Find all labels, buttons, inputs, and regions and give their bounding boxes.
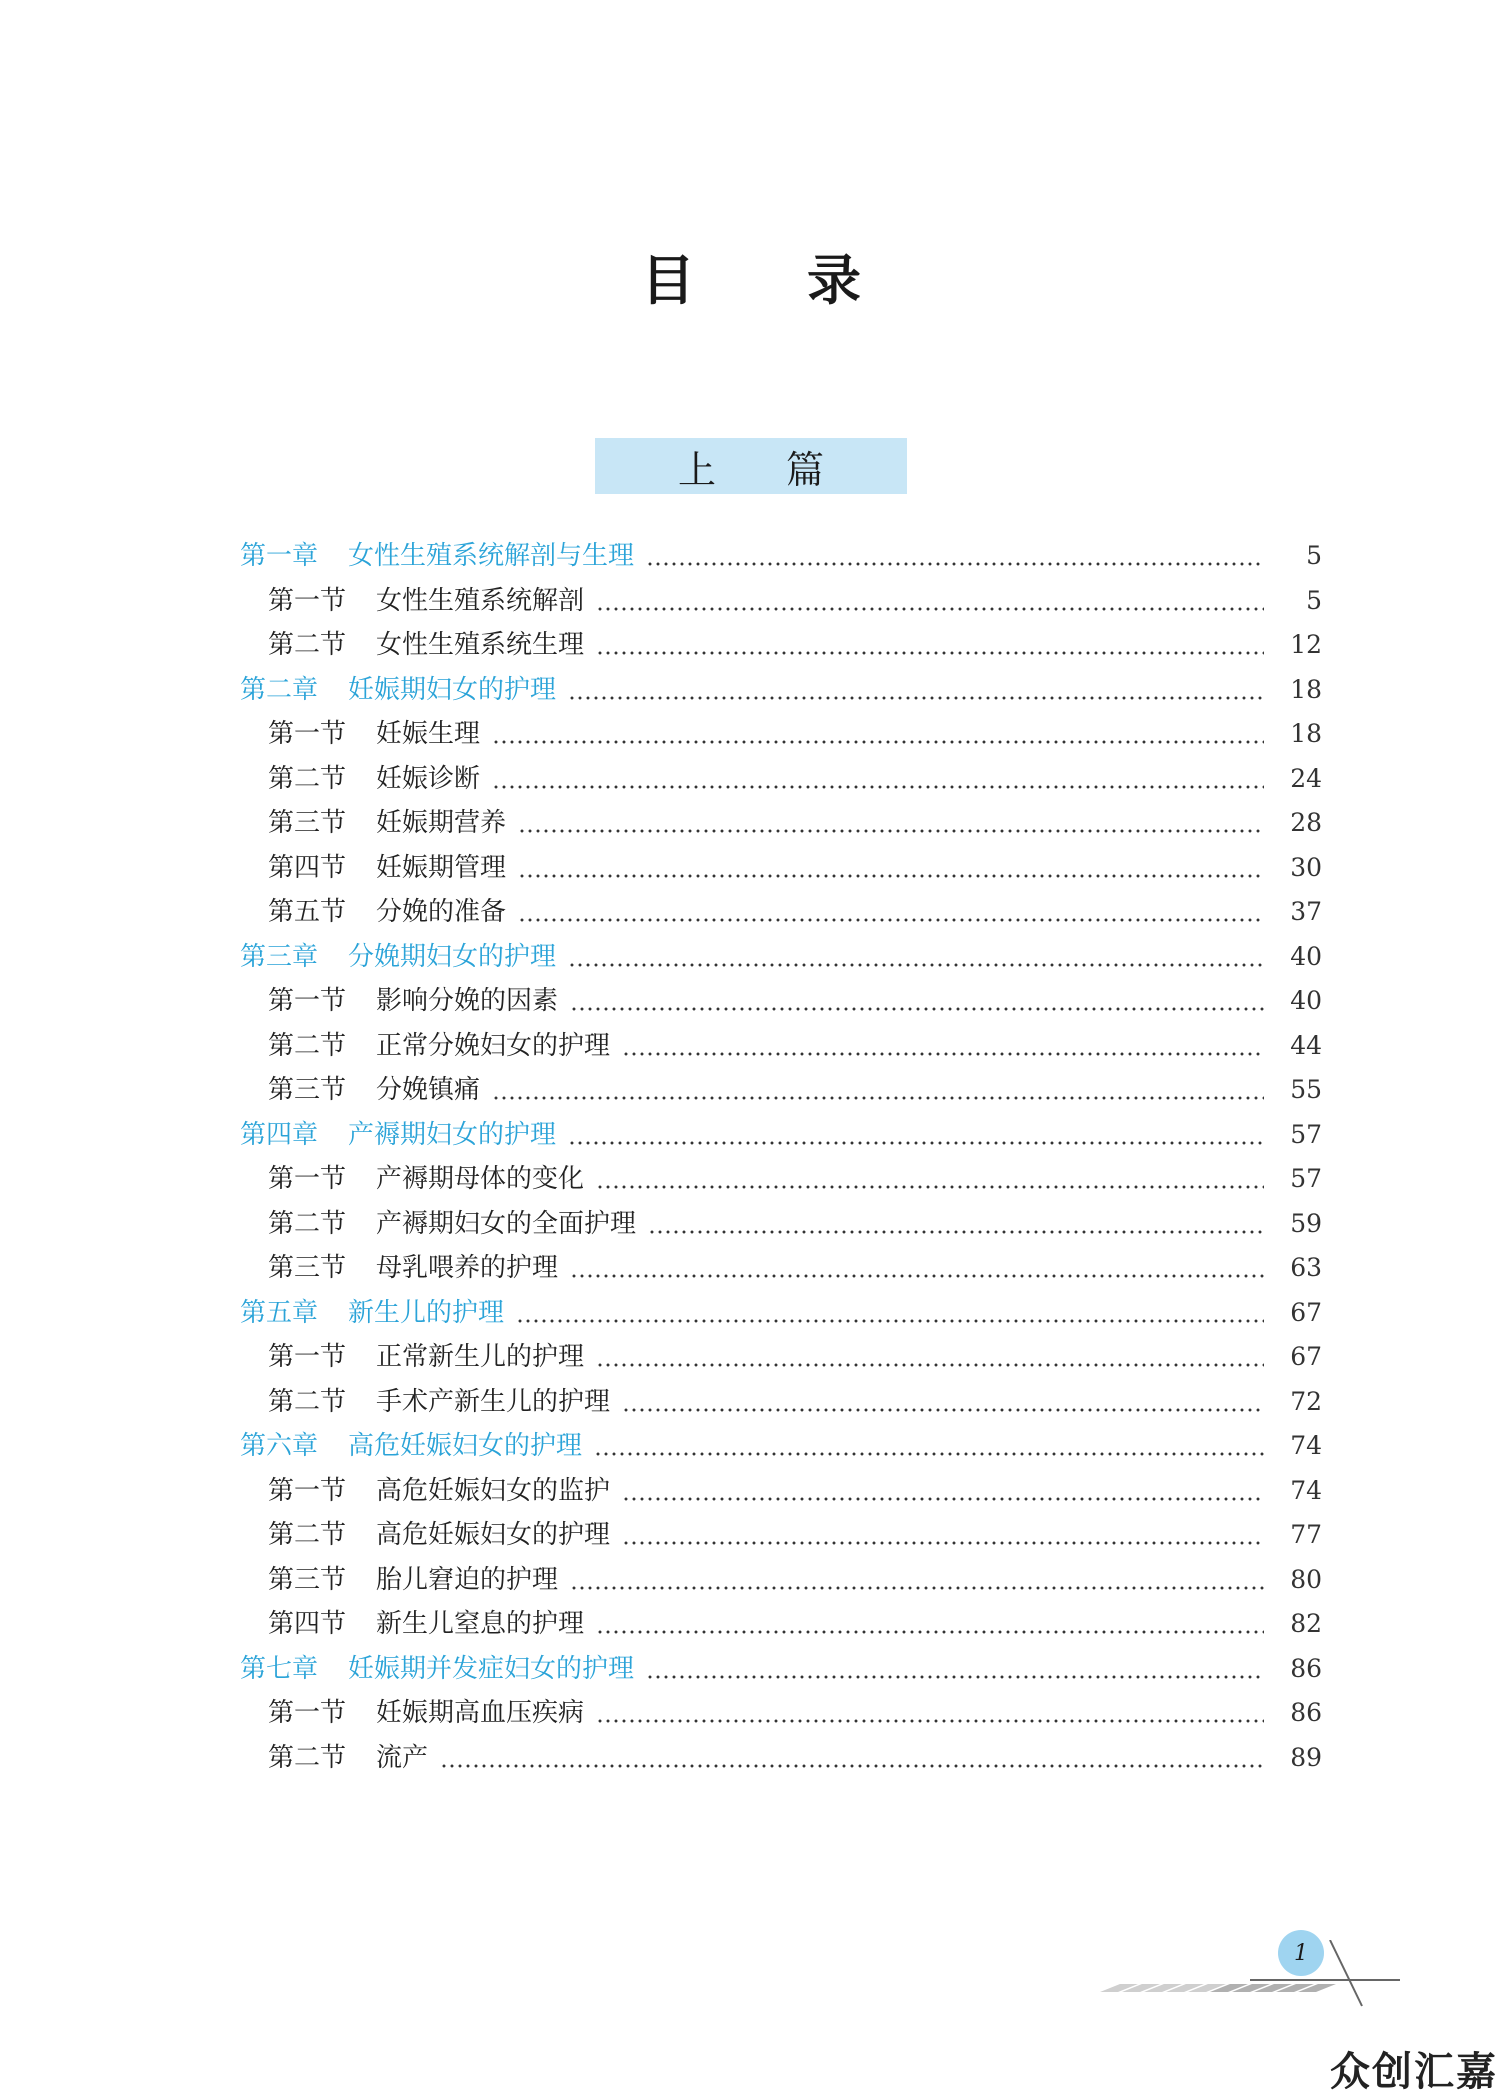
toc-number: 第二节 [268, 764, 347, 794]
toc-page-number: 12 [1290, 630, 1322, 659]
toc-page-number: 57 [1290, 1120, 1322, 1149]
toc-number: 第四节 [268, 1609, 347, 1639]
toc-title: 正常分娩妇女的护理 [376, 1031, 611, 1061]
toc-label [0, 1560, 558, 1600]
toc-leader-dots [622, 1515, 1264, 1555]
toc-section-row [0, 1738, 1504, 1778]
part-char-2: 篇 [786, 447, 825, 492]
toc-title: 高危妊娠妇女的监护 [376, 1476, 611, 1506]
toc-leader-dots [568, 670, 1264, 710]
toc-page-number: 55 [1290, 1075, 1322, 1104]
toc-label [0, 1070, 480, 1110]
toc-section-row [0, 714, 1504, 754]
toc-number: 第二节 [268, 630, 347, 660]
toc-label [0, 1604, 584, 1644]
toc-label [0, 848, 506, 888]
toc-label [0, 1115, 556, 1155]
toc-number: 第五节 [268, 897, 347, 927]
toc-page-number: 74 [1290, 1476, 1322, 1505]
toc-leader-dots [492, 714, 1264, 754]
toc-title: 妊娠期妇女的护理 [348, 675, 557, 705]
toc-number: 第四节 [268, 853, 347, 883]
toc-label [0, 803, 506, 843]
toc-number: 第四章 [240, 1120, 319, 1150]
toc-number: 第一节 [268, 1698, 347, 1728]
toc-leader-dots [648, 1204, 1264, 1244]
toc-title: 手术产新生儿的护理 [376, 1387, 611, 1417]
toc-section-row [0, 803, 1504, 843]
toc-title: 胎儿窘迫的护理 [376, 1565, 559, 1595]
toc-chapter-row [0, 670, 1504, 710]
toc-number: 第二节 [268, 1209, 347, 1239]
toc-number: 第七章 [240, 1654, 319, 1684]
toc-title: 妊娠诊断 [376, 764, 481, 794]
toc-title: 妊娠期管理 [376, 853, 507, 883]
toc-chapter-row [0, 1293, 1504, 1333]
toc-leader-dots [596, 581, 1264, 621]
toc-title: 产褥期母体的变化 [376, 1164, 585, 1194]
toc-section-row [0, 1471, 1504, 1511]
toc-section-row [0, 1560, 1504, 1600]
toc-title: 产褥期妇女的全面护理 [376, 1209, 637, 1239]
toc-title: 产褥期妇女的护理 [348, 1120, 557, 1150]
toc-number: 第三节 [268, 1253, 347, 1283]
toc-chapter-row [0, 536, 1504, 576]
toc-title: 分娩期妇女的护理 [348, 942, 557, 972]
toc-page-number: 67 [1290, 1342, 1322, 1371]
toc-label [0, 1471, 610, 1511]
toc-section-row [0, 581, 1504, 621]
toc-leader-dots [646, 1649, 1264, 1689]
toc-page-number: 5 [1306, 586, 1322, 615]
toc-page-number: 18 [1290, 719, 1322, 748]
page-number: 1 [1294, 1940, 1308, 1966]
toc-leader-dots [646, 536, 1264, 576]
toc-number: 第一节 [268, 986, 347, 1016]
toc-page-number: 30 [1290, 853, 1322, 882]
toc-page-number: 67 [1290, 1298, 1322, 1327]
toc-chapter-row [0, 1115, 1504, 1155]
toc-title: 分娩的准备 [376, 897, 507, 927]
title-char-1: 目 [641, 249, 697, 312]
part-banner [595, 438, 907, 494]
toc-page-number: 72 [1290, 1387, 1322, 1416]
toc-section-row [0, 1204, 1504, 1244]
toc-section-row [0, 1070, 1504, 1110]
toc-number: 第一节 [268, 586, 347, 616]
toc-title: 女性生殖系统解剖与生理 [348, 541, 635, 571]
toc-leader-dots [594, 1426, 1264, 1466]
toc-title: 影响分娩的因素 [376, 986, 559, 1016]
toc-label [0, 937, 556, 977]
toc-label [0, 625, 584, 665]
toc-leader-dots [568, 1115, 1264, 1155]
toc-label [0, 1693, 584, 1733]
toc-title: 母乳喂养的护理 [376, 1253, 559, 1283]
toc-section-row [0, 759, 1504, 799]
toc-label [0, 1649, 634, 1689]
toc-leader-dots [570, 1560, 1264, 1600]
toc-title: 新生儿的护理 [348, 1298, 505, 1328]
toc-section-row [0, 1159, 1504, 1199]
toc-leader-dots [518, 803, 1264, 843]
toc-label [0, 1026, 610, 1066]
toc-leader-dots [568, 937, 1264, 977]
toc-page-number: 86 [1290, 1698, 1322, 1727]
toc-number: 第二节 [268, 1387, 347, 1417]
toc-leader-dots [492, 759, 1264, 799]
toc-section-row [0, 981, 1504, 1021]
toc-chapter-row [0, 937, 1504, 977]
toc-chapter-row [0, 1426, 1504, 1466]
toc-chapter-row [0, 1649, 1504, 1689]
toc-page-number: 63 [1290, 1253, 1322, 1282]
toc-number: 第二节 [268, 1743, 347, 1773]
toc-label [0, 1204, 636, 1244]
toc-leader-dots [518, 848, 1264, 888]
toc-label [0, 1337, 584, 1377]
page-title [0, 238, 1504, 315]
toc-number: 第一节 [268, 1342, 347, 1372]
toc-label [0, 1382, 610, 1422]
toc-number: 第一节 [268, 1476, 347, 1506]
toc-title: 女性生殖系统生理 [376, 630, 585, 660]
toc-leader-dots [622, 1471, 1264, 1511]
toc-section-row [0, 1693, 1504, 1733]
toc-label [0, 1159, 584, 1199]
toc-label [0, 1738, 428, 1778]
footer-decoration [1100, 1940, 1400, 2010]
toc-section-row [0, 1337, 1504, 1377]
toc-title: 分娩镇痛 [376, 1075, 481, 1105]
watermark-text: 众创汇嘉 [1330, 2049, 1498, 2095]
toc-label [0, 1426, 582, 1466]
toc-number: 第一节 [268, 719, 347, 749]
toc-label [0, 581, 584, 621]
toc-title: 流产 [376, 1743, 429, 1773]
title-char-2: 录 [807, 249, 863, 312]
toc-page-number: 24 [1290, 764, 1322, 793]
toc-number: 第三节 [268, 808, 347, 838]
toc-page-number: 18 [1290, 675, 1322, 704]
toc-leader-dots [622, 1382, 1264, 1422]
toc-page-number: 28 [1290, 808, 1322, 837]
toc-title: 新生儿窒息的护理 [376, 1609, 585, 1639]
toc-title: 高危妊娠妇女的护理 [376, 1520, 611, 1550]
toc-page-number: 5 [1306, 541, 1322, 570]
toc-title: 高危妊娠妇女的护理 [348, 1431, 583, 1461]
toc-title: 女性生殖系统解剖 [376, 586, 585, 616]
toc-label [0, 1248, 558, 1288]
toc-number: 第一节 [268, 1164, 347, 1194]
toc-title: 妊娠生理 [376, 719, 481, 749]
toc-section-row [0, 1515, 1504, 1555]
toc-section-row [0, 625, 1504, 665]
toc-number: 第二节 [268, 1031, 347, 1061]
toc-page-number: 89 [1290, 1743, 1322, 1772]
toc-section-row [0, 848, 1504, 888]
toc-label [0, 536, 634, 576]
toc-number: 第二章 [240, 675, 319, 705]
toc-number: 第三节 [268, 1565, 347, 1595]
toc-page-number: 59 [1290, 1209, 1322, 1238]
toc-label [0, 714, 480, 754]
toc-leader-dots [596, 1604, 1264, 1644]
toc-label [0, 759, 480, 799]
toc-page-number: 77 [1290, 1520, 1322, 1549]
toc-leader-dots [518, 892, 1264, 932]
toc-section-row [0, 1248, 1504, 1288]
toc-section-row [0, 1026, 1504, 1066]
toc-label [0, 1293, 504, 1333]
toc-number: 第三章 [240, 942, 319, 972]
toc-number: 第一章 [240, 541, 319, 571]
toc-title: 妊娠期营养 [376, 808, 507, 838]
toc-leader-dots [596, 1159, 1264, 1199]
toc-number: 第三节 [268, 1075, 347, 1105]
toc-leader-dots [596, 1693, 1264, 1733]
toc-page-number: 40 [1290, 986, 1322, 1015]
toc-leader-dots [492, 1070, 1264, 1110]
toc-leader-dots [596, 625, 1264, 665]
toc-leader-dots [516, 1293, 1264, 1333]
toc-number: 第五章 [240, 1298, 319, 1328]
toc-leader-dots [622, 1026, 1264, 1066]
toc-title: 妊娠期高血压疾病 [376, 1698, 585, 1728]
toc-page-number: 74 [1290, 1431, 1322, 1460]
toc-number: 第二节 [268, 1520, 347, 1550]
toc-page-number: 44 [1290, 1031, 1322, 1060]
toc-section-row [0, 1382, 1504, 1422]
toc-label [0, 1515, 610, 1555]
toc-page-number: 57 [1290, 1164, 1322, 1193]
toc-leader-dots [570, 981, 1264, 1021]
toc-title: 正常新生儿的护理 [376, 1342, 585, 1372]
toc-page-number: 40 [1290, 942, 1322, 971]
toc-label [0, 670, 556, 710]
toc-leader-dots [596, 1337, 1264, 1377]
toc-label [0, 892, 506, 932]
toc-section-row [0, 892, 1504, 932]
toc-section-row [0, 1604, 1504, 1644]
toc-page-number: 82 [1290, 1609, 1322, 1638]
toc-page-number: 37 [1290, 897, 1322, 926]
toc-title: 妊娠期并发症妇女的护理 [348, 1654, 635, 1684]
toc-label [0, 981, 558, 1021]
toc-number: 第六章 [240, 1431, 319, 1461]
toc-leader-dots [440, 1738, 1264, 1778]
part-char-1: 上 [677, 447, 716, 492]
toc-leader-dots [570, 1248, 1264, 1288]
toc-page-number: 80 [1290, 1565, 1322, 1594]
toc-page-number: 86 [1290, 1654, 1322, 1683]
